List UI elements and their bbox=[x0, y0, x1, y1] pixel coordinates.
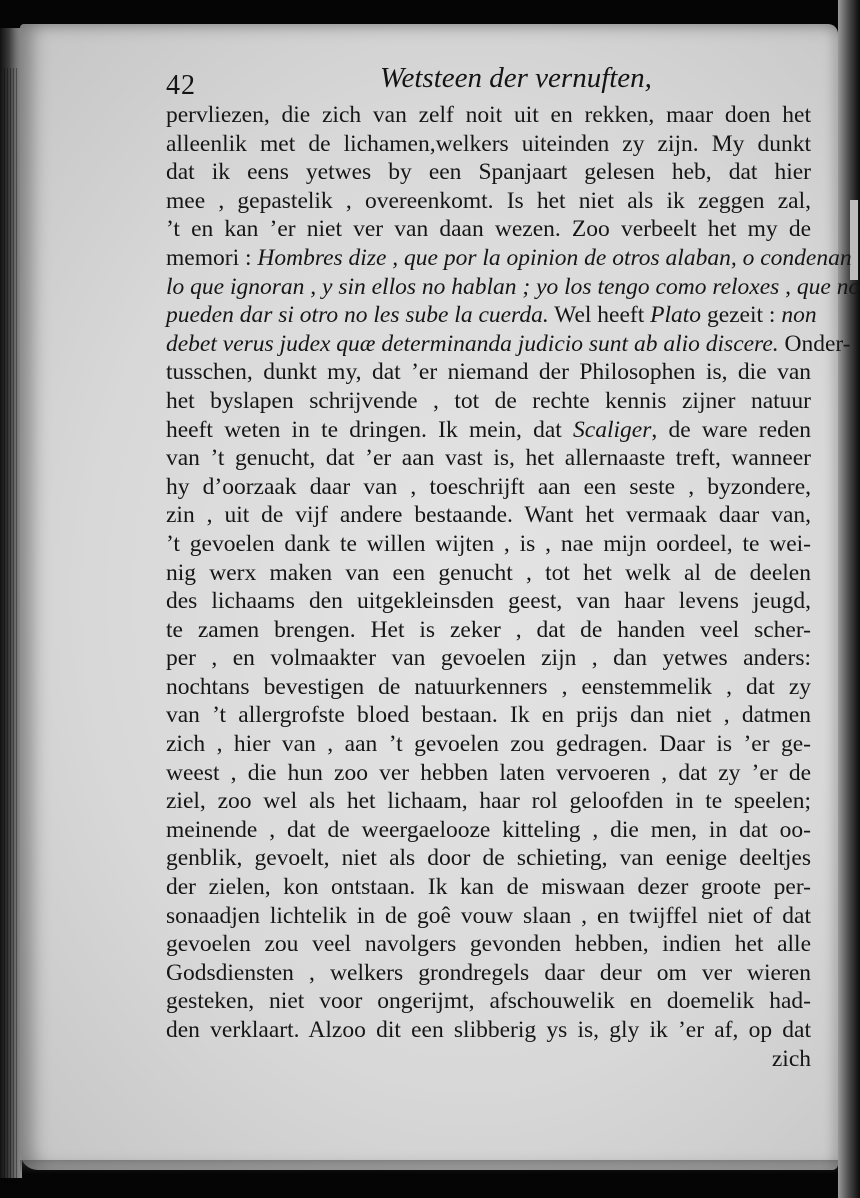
text-line bbox=[166, 244, 852, 273]
text-line bbox=[166, 730, 811, 759]
roman-text: dat ik eens yetwes by een Spanjaart gelesen heb, dat hier bbox=[166, 159, 811, 186]
text-line bbox=[166, 330, 851, 359]
text-line bbox=[166, 787, 811, 816]
roman-text: tusschen, dunkt my, dat ’er niemand der Philosophen is, die van bbox=[166, 359, 811, 386]
roman-text: den verklaart. Alzoo dit een slibberig ys is, gly ik ’er af, op dat bbox=[166, 1017, 811, 1043]
text-line bbox=[166, 873, 811, 902]
text-line bbox=[166, 501, 811, 530]
roman-text: sonaadjen lichtelik in de goê vouw slaan , en twijffel niet of dat bbox=[166, 902, 811, 929]
text-line bbox=[166, 273, 860, 302]
text-line bbox=[166, 130, 811, 159]
facing-page-edge bbox=[838, 0, 860, 1198]
roman-text: hy d’oorzaak daar van , toeschrijft aan een seste , byzondere, bbox=[166, 473, 811, 500]
text-line bbox=[166, 930, 811, 959]
text-line bbox=[166, 959, 811, 988]
text-line bbox=[166, 1016, 811, 1045]
text-line bbox=[166, 158, 811, 187]
text-line bbox=[166, 301, 817, 330]
roman-text: per , en volmaakter van gevoelen zijn , dan yetwes anders: bbox=[166, 645, 811, 672]
running-title: Wetsteen der vernuften, bbox=[380, 62, 652, 94]
roman-text: ’t gevoelen dank te willen wijten , is , nae mijn oordeel, te wei- bbox=[166, 530, 811, 557]
roman-text: pervliezen, die zich van zelf noit uit en rekken, maar doen het bbox=[166, 102, 811, 128]
text-line bbox=[166, 387, 811, 416]
text-line bbox=[166, 358, 811, 387]
roman-text: het byslapen schrijvende , tot de rechte kennis zijner natuur bbox=[166, 387, 811, 414]
roman-text: , de ware reden bbox=[651, 416, 811, 443]
page-number: 42 bbox=[166, 70, 196, 101]
roman-text: alleenlik met de lichamen,welkers uiteinden zy zijn. My dunkt bbox=[166, 130, 811, 157]
roman-text: Godsdiensten , welkers grondregels daar deur om ver wieren bbox=[166, 959, 811, 986]
roman-text: Onder- bbox=[778, 330, 851, 357]
book-spine-edge bbox=[0, 28, 22, 1178]
roman-text: mee , gepastelik , overeenkomt. Is het niet als ik zeggen zal, bbox=[166, 187, 811, 214]
roman-text: der zielen, kon ontstaan. Ik kan de miswaan dezer groote per- bbox=[166, 874, 811, 901]
italic-text: Scaliger bbox=[573, 416, 652, 443]
catchword: zich bbox=[771, 1045, 811, 1072]
text-line bbox=[166, 187, 811, 216]
roman-text: Wel heeft bbox=[548, 302, 651, 329]
roman-text: heeft weten in te dringen. Ik mein, dat bbox=[166, 416, 574, 443]
page-bottom-shadow bbox=[20, 1160, 838, 1174]
roman-text: memori : bbox=[166, 244, 258, 271]
italic-text: Hombres dize , que por la opinion de otros alaban, o condenan bbox=[257, 244, 852, 271]
body-text bbox=[166, 101, 860, 1073]
text-line bbox=[166, 530, 811, 559]
roman-text: zin , uit de vijf andere bestaande. Want het vermaak daar van, bbox=[166, 502, 811, 529]
roman-text: genblik, gevoelt, niet als door de schieting, van eenige deeltjes bbox=[166, 845, 811, 872]
italic-text: non bbox=[781, 302, 817, 329]
roman-text: van ’t allergrofste bloed bestaan. Ik en prijs dan niet , datmen bbox=[166, 702, 811, 729]
roman-text: ziel, zoo wel als het lichaam, haar rol geloofden in te speelen; bbox=[166, 788, 811, 815]
text-line bbox=[166, 701, 811, 730]
text-line bbox=[166, 101, 811, 130]
roman-text: meinende , dat de weergaelooze kitteling , die men, in dat oo- bbox=[166, 816, 811, 843]
text-line bbox=[166, 816, 811, 845]
text-line bbox=[166, 473, 811, 502]
text-line bbox=[166, 616, 811, 645]
roman-text: van ’t genucht, dat ’er aan vast is, het allernaaste treft, wanneer bbox=[166, 445, 811, 472]
text-line bbox=[166, 902, 811, 931]
text-line bbox=[166, 759, 811, 788]
roman-text: nochtans bevestigen de natuurkenners , eenstemmelik , dat zy bbox=[166, 673, 811, 700]
text-line bbox=[166, 644, 811, 673]
roman-text: gezeit : bbox=[701, 302, 782, 329]
roman-text: te zamen brengen. Het is zeker , dat de handen veel scher- bbox=[166, 616, 811, 643]
roman-text: gesteken, niet voor ongerijmt, afschouwelik en doemelik had- bbox=[166, 988, 811, 1015]
roman-text: nig werx maken van een genucht , tot het welk al de deelen bbox=[166, 559, 811, 586]
roman-text: zich , hier van , aan ’t gevoelen zou gedragen. Daar is ’er ge- bbox=[166, 731, 811, 758]
text-line bbox=[166, 215, 811, 244]
text-line bbox=[166, 844, 811, 873]
italic-text: pueden dar si otro no les sube la cuerda. bbox=[166, 302, 549, 329]
italic-text: Plato bbox=[650, 302, 702, 329]
text-line bbox=[166, 559, 811, 588]
text-line bbox=[166, 587, 811, 616]
italic-text: lo que ignoran , y sin ellos no hablan ; yo los tengo como reloxes , que no bbox=[166, 273, 860, 300]
text-line bbox=[166, 444, 811, 473]
text-line bbox=[166, 416, 811, 445]
roman-text: des lichaams den uitgekleinsden geest, van haar levens jeugd, bbox=[166, 588, 811, 615]
text-line bbox=[166, 673, 811, 702]
page-stack-edges bbox=[4, 68, 18, 1188]
roman-text: ’t en kan ’er niet ver van daan wezen. Zoo verbeelt het my de bbox=[166, 216, 811, 243]
italic-text: debet verus judex quæ determinanda judicio sunt ab alio discere. bbox=[166, 330, 779, 357]
roman-text: weest , die hun zoo ver hebben laten vervoeren , dat zy ’er de bbox=[166, 759, 811, 786]
roman-text: gevoelen zou veel navolgers gevonden hebben, indien het alle bbox=[166, 931, 811, 958]
text-line bbox=[166, 987, 811, 1016]
